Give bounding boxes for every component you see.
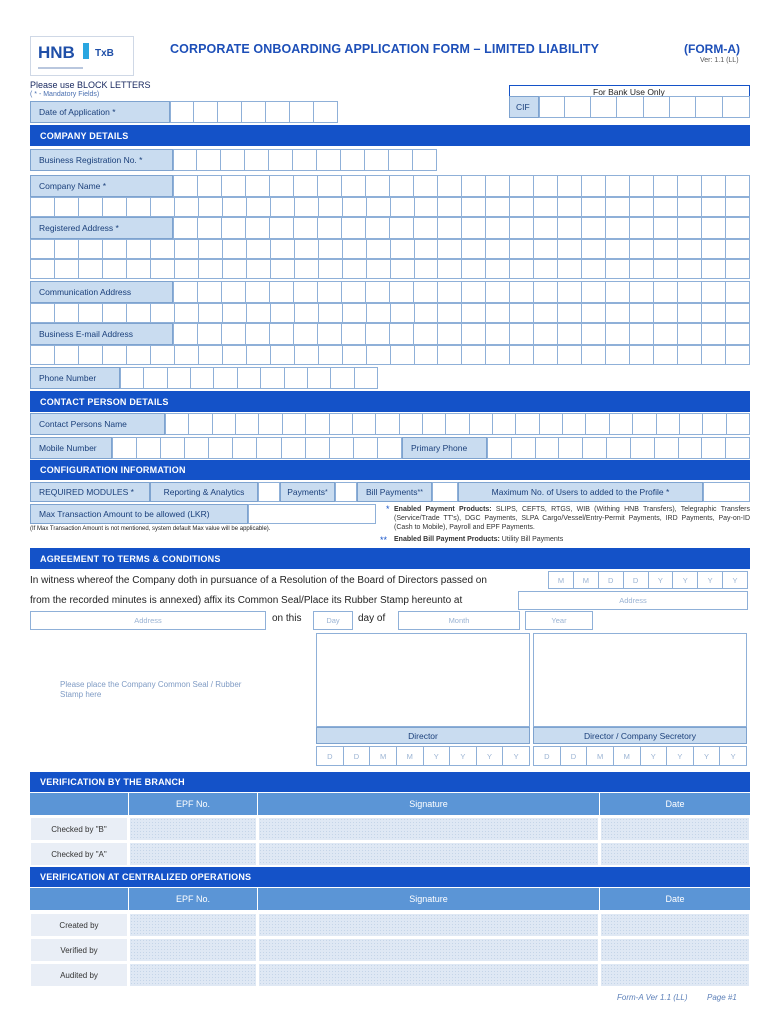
central-signature-cell[interactable]: [258, 963, 599, 987]
agreement-bar: AGREEMENT TO TERMS & CONDITIONS: [30, 548, 750, 569]
primary-phone-cells[interactable]: [487, 437, 750, 459]
primary-phone-label: Primary Phone: [402, 437, 487, 459]
bill-payments-text: Bill Payments: [366, 487, 418, 497]
date-cell: M: [397, 746, 424, 766]
max-transaction-input[interactable]: [248, 504, 376, 524]
branch-date-cell[interactable]: [600, 842, 750, 866]
central-header-date: Date: [600, 888, 750, 910]
address-input-2[interactable]: Address: [30, 611, 266, 630]
logo-mark: [83, 43, 89, 59]
logo-text: HNB: [38, 43, 75, 62]
phone-number-cells[interactable]: [120, 367, 378, 389]
date-cell: Y: [723, 571, 748, 589]
branch-date-cell[interactable]: [600, 817, 750, 841]
date-cell: M: [574, 571, 599, 589]
payment-products-title: Enabled Payment Products:: [394, 506, 492, 513]
director-secretary-signature-box[interactable]: [533, 633, 747, 727]
configuration-bar: CONFIGURATION INFORMATION: [30, 460, 750, 480]
required-modules-label: REQUIRED MODULES *: [30, 482, 150, 502]
max-users-label: Maximum No. of Users to added to the Profile *: [458, 482, 703, 502]
branch-signature-cell[interactable]: [258, 842, 599, 866]
central-date-cell[interactable]: [600, 913, 750, 937]
central-epf-cell[interactable]: [129, 913, 257, 937]
date-cell: Y: [720, 746, 747, 766]
form-code: (FORM-A): [684, 42, 740, 56]
date-cell: Y: [641, 746, 668, 766]
director-signature-box[interactable]: [316, 633, 530, 727]
mobile-number-label: Mobile Number: [30, 437, 112, 459]
form-title: CORPORATE ONBOARDING APPLICATION FORM – LIMITED LIABILITY: [170, 42, 600, 56]
footer-page-number: Page #1: [707, 993, 737, 1002]
bank-use-label: For Bank Use Only: [593, 87, 665, 97]
central-header-epf: EPF No.: [129, 888, 257, 910]
payments-marker: *: [325, 488, 328, 496]
central-signature-cell[interactable]: [258, 938, 599, 962]
date-cell: Y: [698, 571, 723, 589]
mandatory-note: ( * - Mandatory Fields): [30, 91, 100, 98]
agreement-line-2: from the recorded minutes is annexed) affix its Common Seal/Place its Rubber Stamp hereunto at: [30, 595, 463, 606]
bill-payments-label: [357, 482, 432, 502]
payments-checkbox[interactable]: [335, 482, 357, 502]
contact-person-bar: CONTACT PERSON DETAILS: [30, 391, 750, 412]
phone-number-label: Phone Number: [30, 367, 120, 389]
version: Ver: 1.1 (LL): [700, 57, 739, 64]
resolution-date-cells[interactable]: [548, 571, 748, 589]
central-row-label: Created by: [30, 913, 128, 937]
central-row-label: Verified by: [30, 938, 128, 962]
director-date-cells[interactable]: [316, 746, 530, 766]
date-cell: Y: [450, 746, 477, 766]
date-cell: D: [599, 571, 624, 589]
business-email-cells-1[interactable]: [173, 323, 750, 345]
branch-row-label: Checked by "B": [30, 817, 128, 841]
payments-label: [280, 482, 335, 502]
branch-row-label: Checked by "A": [30, 842, 128, 866]
max-users-input[interactable]: [703, 482, 750, 502]
bill-products-text: Utility Bill Payments: [501, 536, 564, 543]
logo: [30, 36, 134, 76]
central-header-signature: Signature: [258, 888, 599, 910]
reporting-analytics-checkbox[interactable]: [258, 482, 280, 502]
mobile-number-cells[interactable]: [112, 437, 402, 459]
communication-address-cells-2[interactable]: [30, 303, 750, 323]
branch-header-epf: EPF No.: [129, 793, 257, 815]
central-epf-cell[interactable]: [129, 963, 257, 987]
day-of-text: day of: [358, 613, 386, 624]
date-cell: D: [316, 746, 344, 766]
on-this-text: on this: [272, 613, 302, 624]
communication-address-cells-1[interactable]: [173, 281, 750, 303]
date-cell: M: [370, 746, 397, 766]
month-input[interactable]: Month: [398, 611, 520, 630]
central-epf-cell[interactable]: [129, 938, 257, 962]
reporting-analytics-label: Reporting & Analytics: [150, 482, 258, 502]
date-cell: D: [344, 746, 371, 766]
address-input-1[interactable]: Address: [518, 591, 748, 610]
contact-name-cells[interactable]: [165, 413, 750, 435]
payment-products-text: SLIPS, CEFTS, RTGS, WIB (Withing HNB Transfers), Telegraphic Transfers (Service/Trade TT's), DGC Payments, SLPA Cargo/Vessel/Entry-Permit Payments, IRD Payments, Pay-on-ID (Cash to Mobile), Payroll and EPF Payments.: [394, 506, 750, 531]
bill-products-marker: **: [380, 535, 388, 545]
agreement-line-1: In witness whereof the Company doth in pursuance of a Resolution of the Board of Directors passed on: [30, 575, 487, 586]
seal-placeholder-text: Please place the Company Common Seal / Rubber Stamp here: [60, 680, 242, 699]
max-transaction-note: (If Max Transaction Amount is not mentioned, system default Max value will be applicable).: [30, 526, 271, 532]
registered-address-cells-1[interactable]: [173, 217, 750, 239]
cif-cells[interactable]: [539, 96, 750, 118]
branch-epf-cell[interactable]: [129, 817, 257, 841]
business-email-label: Business E-mail Address: [30, 323, 173, 345]
day-input[interactable]: Day: [313, 611, 353, 630]
cif-label: CIF: [509, 96, 539, 118]
payments-text: Payments: [287, 487, 326, 497]
branch-header-blank: [30, 793, 128, 815]
date-cell: D: [533, 746, 561, 766]
business-email-cells-2[interactable]: [30, 345, 750, 365]
bill-products-note: [394, 536, 563, 543]
company-name-label: Company Name *: [30, 175, 173, 197]
director-secretary-label: Director / Company Secretory: [533, 727, 747, 744]
company-details-bar: COMPANY DETAILS: [30, 125, 750, 146]
branch-header-signature: Signature: [258, 793, 599, 815]
payment-products-marker: *: [386, 504, 390, 514]
central-date-cell[interactable]: [600, 963, 750, 987]
director-secretary-date-cells[interactable]: [533, 746, 747, 766]
brn-label: Business Registration No. *: [30, 149, 173, 171]
branch-epf-cell[interactable]: [129, 842, 257, 866]
date-cell: D: [624, 571, 649, 589]
registered-address-label: Registered Address *: [30, 217, 173, 239]
date-cell: Y: [503, 746, 530, 766]
central-date-cell[interactable]: [600, 938, 750, 962]
date-cell: D: [561, 746, 588, 766]
central-row-label: Audited by: [30, 963, 128, 987]
bill-payments-checkbox[interactable]: [432, 482, 458, 502]
bill-payments-marker: **: [417, 488, 423, 496]
central-signature-cell[interactable]: [258, 913, 599, 937]
max-transaction-label: Max Transaction Amount to be allowed (LKR): [30, 504, 248, 524]
block-letters-note: Please use BLOCK LETTERS: [30, 80, 151, 90]
date-cell: M: [614, 746, 641, 766]
date-cell: Y: [694, 746, 721, 766]
verification-central-bar: VERIFICATION AT CENTRALIZED OPERATIONS: [30, 867, 750, 887]
date-cell: Y: [667, 746, 694, 766]
branch-signature-cell[interactable]: [258, 817, 599, 841]
bill-products-title: Enabled Bill Payment Products:: [394, 536, 500, 543]
date-cell: M: [587, 746, 614, 766]
year-input[interactable]: Year: [525, 611, 593, 630]
payment-products-note: [394, 505, 750, 532]
date-cell: M: [548, 571, 574, 589]
date-of-application-label: Date of Application *: [30, 101, 170, 123]
central-header-blank: [30, 888, 128, 910]
contact-name-label: Contact Persons Name: [30, 413, 165, 435]
verification-branch-bar: VERIFICATION BY THE BRANCH: [30, 772, 750, 792]
company-name-cells-1[interactable]: [173, 175, 750, 197]
logo-sub: TxB: [95, 48, 114, 59]
registered-address-cells-3[interactable]: [30, 259, 750, 279]
date-cell: Y: [477, 746, 504, 766]
company-name-cells-2[interactable]: [30, 197, 750, 217]
footer-form-version: Form-A Ver 1.1 (LL): [617, 993, 688, 1002]
director-label: Director: [316, 727, 530, 744]
communication-address-label: Communication Address: [30, 281, 173, 303]
registered-address-cells-2[interactable]: [30, 239, 750, 259]
date-cell: Y: [424, 746, 451, 766]
brn-cells[interactable]: [173, 149, 437, 171]
date-of-application-cells[interactable]: [170, 101, 338, 123]
branch-header-date: Date: [600, 793, 750, 815]
date-cell: Y: [649, 571, 674, 589]
date-cell: Y: [673, 571, 698, 589]
